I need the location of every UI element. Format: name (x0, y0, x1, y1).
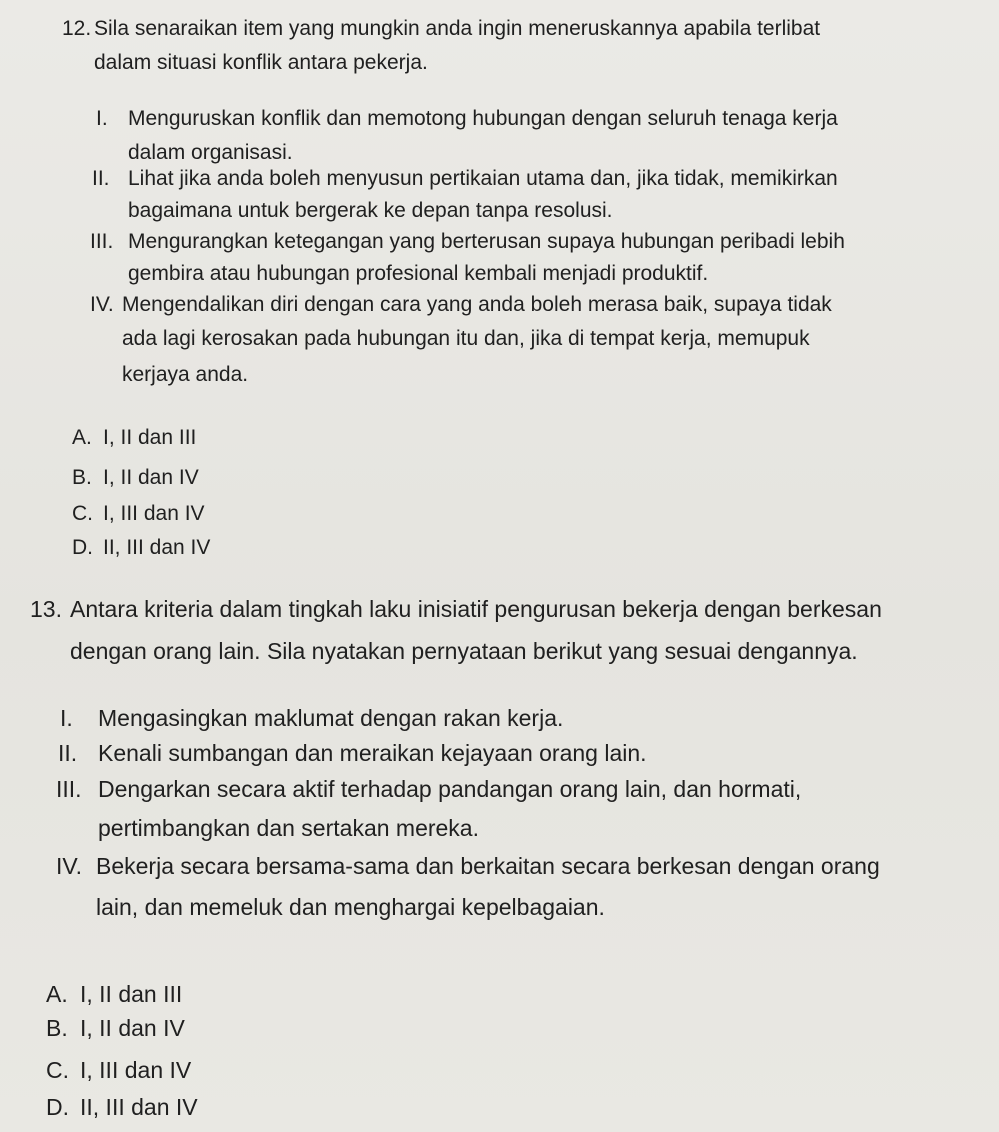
question-stem-line: dalam situasi konflik antara pekerja. (94, 51, 428, 74)
statement-line: dalam organisasi. (128, 141, 293, 164)
option-a-letter: A. (46, 981, 68, 1007)
option-c-text: I, III dan IV (80, 1057, 192, 1083)
statement-line: Mengurangkan ketegangan yang berterusan supaya hubungan peribadi lebih (128, 230, 845, 253)
option-d-letter: D. (46, 1094, 69, 1120)
option-a-text: I, II dan III (80, 981, 183, 1007)
statement-line: Menguruskan konflik dan memotong hubungan dengan seluruh tenaga kerja (128, 107, 838, 130)
statement-numeral: IV. (56, 853, 83, 879)
statement-line: Kenali sumbangan dan meraikan kejayaan orang lain. (98, 740, 647, 766)
statement-line: Mengasingkan maklumat dengan rakan kerja. (98, 705, 564, 731)
statement-numeral: II. (92, 167, 110, 190)
statement-line: Mengendalikan diri dengan cara yang anda boleh merasa baik, supaya tidak (122, 293, 832, 316)
option-d-text: II, III dan IV (80, 1094, 198, 1120)
statement-line: bagaimana untuk bergerak ke depan tanpa resolusi. (128, 199, 613, 222)
statement-line: gembira atau hubungan profesional kembali menjadi produktif. (128, 262, 709, 285)
option-c-letter: C. (46, 1057, 69, 1083)
question-stem-line: dengan orang lain. Sila nyatakan pernyataan berikut yang sesuai dengannya. (70, 638, 858, 664)
option-c-letter: C. (72, 502, 93, 525)
option-c-text: I, III dan IV (103, 502, 205, 525)
statement-line: lain, dan memeluk dan menghargai kepelbagaian. (96, 894, 605, 920)
statement-line: pertimbangkan dan sertakan mereka. (98, 815, 479, 841)
option-a-text: I, II dan III (103, 426, 197, 449)
statement-line: kerjaya anda. (122, 363, 249, 386)
question-number: 13. (30, 596, 62, 622)
statement-line: Lihat jika anda boleh menyusun pertikaian utama dan, jika tidak, memikirkan (128, 167, 838, 190)
option-d-text: II, III dan IV (103, 536, 211, 559)
statement-numeral: I. (96, 107, 108, 130)
option-b-letter: B. (72, 466, 92, 489)
statement-numeral: II. (58, 740, 78, 766)
question-stem-line: Antara kriteria dalam tingkah laku inisiatif pengurusan bekerja dengan berkesan (70, 596, 882, 622)
statement-line: ada lagi kerosakan pada hubungan itu dan, jika di tempat kerja, memupuk (122, 327, 810, 350)
statement-line: Bekerja secara bersama-sama dan berkaitan secara berkesan dengan orang (96, 853, 880, 879)
statement-numeral: IV. (90, 293, 114, 316)
option-b-letter: B. (46, 1015, 68, 1041)
statement-numeral: III. (90, 230, 114, 253)
question-stem-line: Sila senaraikan item yang mungkin anda ingin meneruskannya apabila terlibat (94, 17, 821, 40)
statement-numeral: III. (56, 776, 82, 802)
option-d-letter: D. (72, 536, 93, 559)
option-b-text: I, II dan IV (103, 466, 199, 489)
question-number: 12. (62, 17, 92, 40)
statement-line: Dengarkan secara aktif terhadap pandangan orang lain, dan hormati, (98, 776, 802, 802)
statement-numeral: I. (60, 705, 73, 731)
option-a-letter: A. (72, 426, 92, 449)
option-b-text: I, II dan IV (80, 1015, 185, 1041)
